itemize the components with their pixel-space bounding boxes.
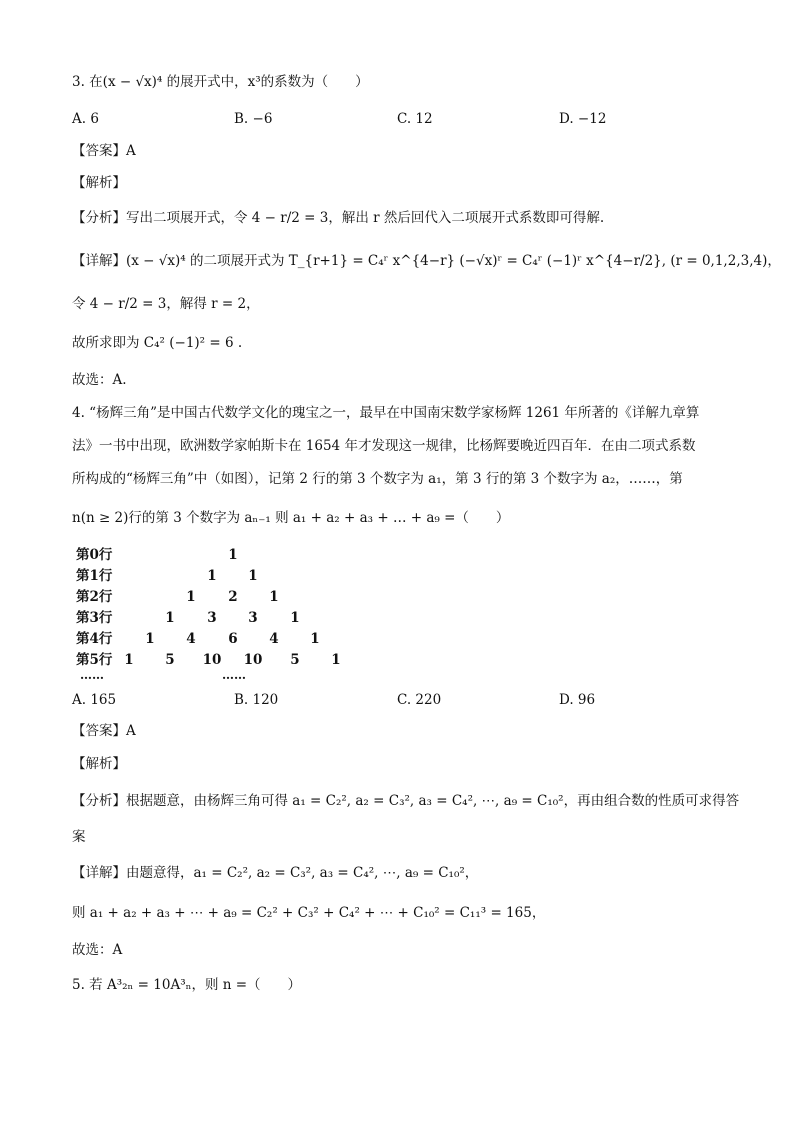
q4-answer: 【答案】A (72, 723, 136, 739)
triangle-number: 3 (207, 610, 217, 626)
q3-stem: 3. 在(x − √x)⁴ 的展开式中，x³的系数为（ ） (72, 74, 369, 90)
triangle-number: 1 (228, 547, 238, 563)
q3-fenxi: 【分析】写出二项展开式，令 4 − r/2 = 3，解出 r 然后回代入二项展开式系数即可得解. (72, 210, 605, 226)
triangle-number: 6 (228, 631, 238, 647)
q3-option-b: B. −6 (234, 111, 273, 127)
q4-fenxi-line1: 【分析】根据题意，由杨辉三角可得 a₁ = C₂², a₂ = C₃², a₃ = C₄², ⋯, a₉ = C₁₀²，再由组合数的性质可求得答 (72, 793, 740, 809)
triangle-number: 5 (165, 652, 175, 668)
triangle-number: 1 (145, 631, 155, 647)
q3-option-c: C. 12 (397, 111, 433, 127)
q3-answer: 【答案】A (72, 143, 136, 159)
triangle-dots-left: …… (80, 668, 104, 682)
q3-analysis-label: 【解析】 (72, 175, 126, 191)
triangle-number: 5 (290, 652, 300, 668)
q3-option-d: D. −12 (559, 111, 607, 127)
q3-option-a: A. 6 (72, 111, 99, 127)
triangle-number: 1 (248, 568, 258, 584)
q4-option-c: C. 220 (397, 692, 442, 708)
q4-stem-line3: 所构成的“杨辉三角”中（如图），记第 2 行的第 3 个数字为 a₁，第 3 行的第 3 个数字为 a₂，……，第 (72, 471, 683, 487)
triangle-number: 1 (269, 589, 279, 605)
triangle-row-label: 第5行 (76, 652, 113, 668)
q4-stem-line4: n(n ≥ 2)行的第 3 个数字为 aₙ₋₁ 则 a₁ + a₂ + a₃ + … + a₉ =（ ） (72, 510, 510, 526)
triangle-number: 1 (165, 610, 175, 626)
q4-option-a: A. 165 (72, 692, 117, 708)
triangle-number: 1 (310, 631, 320, 647)
q4-step2: 则 a₁ + a₂ + a₃ + ⋯ + a₉ = C₂² + C₃² + C₄² + ⋯ + C₁₀² = C₁₁³ = 165， (72, 905, 546, 921)
triangle-number: 3 (248, 610, 258, 626)
q4-stem-line1: 4. “杨辉三角”是中国古代数学文化的瑰宝之一，最早在中国南宋数学家杨辉 1261 年所著的《详解九章算 (72, 405, 700, 421)
triangle-row-label: 第2行 (76, 589, 113, 605)
triangle-number: 1 (207, 568, 217, 584)
q4-analysis-label: 【解析】 (72, 756, 126, 772)
q4-fenxi-line2: 案 (72, 829, 86, 845)
triangle-number: 4 (186, 631, 196, 647)
triangle-number: 1 (331, 652, 341, 668)
q3-choose: 故选：A. (72, 372, 127, 388)
q3-xiangjie: 【详解】(x − √x)⁴ 的二项展开式为 T_{r+1} = C₄ʳ x^{4−r} (−√x)ʳ = C₄ʳ (−1)ʳ x^{4−r/2}, (r = 0,1,2,3,4)， (72, 253, 781, 269)
q4-stem-line2: 法》一书中出现，欧洲数学家帕斯卡在 1654 年才发现这一规律，比杨辉要晚近四百年．在由二项式系数 (72, 438, 696, 454)
q4-option-d: D. 96 (559, 692, 596, 708)
triangle-dots-center: …… (222, 668, 246, 682)
triangle-number: 1 (290, 610, 300, 626)
q4-option-b: B. 120 (234, 692, 279, 708)
triangle-row-label: 第3行 (76, 610, 113, 626)
q4-xiangjie: 【详解】由题意得，a₁ = C₂², a₂ = C₃², a₃ = C₄², ⋯, a₉ = C₁₀²， (72, 865, 479, 881)
triangle-row-label: 第0行 (76, 547, 113, 563)
triangle-number: 1 (124, 652, 134, 668)
q4-choose: 故选：A (72, 942, 123, 958)
q3-step3: 故所求即为 C₄² (−1)² = 6 . (72, 335, 243, 351)
q3-step2: 令 4 − r/2 = 3，解得 r = 2， (72, 296, 260, 312)
triangle-number: 4 (269, 631, 279, 647)
triangle-number: 10 (243, 652, 263, 668)
triangle-number: 2 (228, 589, 238, 605)
triangle-row-label: 第4行 (76, 631, 113, 647)
triangle-number: 10 (202, 652, 222, 668)
triangle-row-label: 第1行 (76, 568, 113, 584)
q5-stem: 5. 若 A³₂ₙ = 10A³ₙ，则 n =（ ） (72, 977, 302, 993)
triangle-number: 1 (186, 589, 196, 605)
